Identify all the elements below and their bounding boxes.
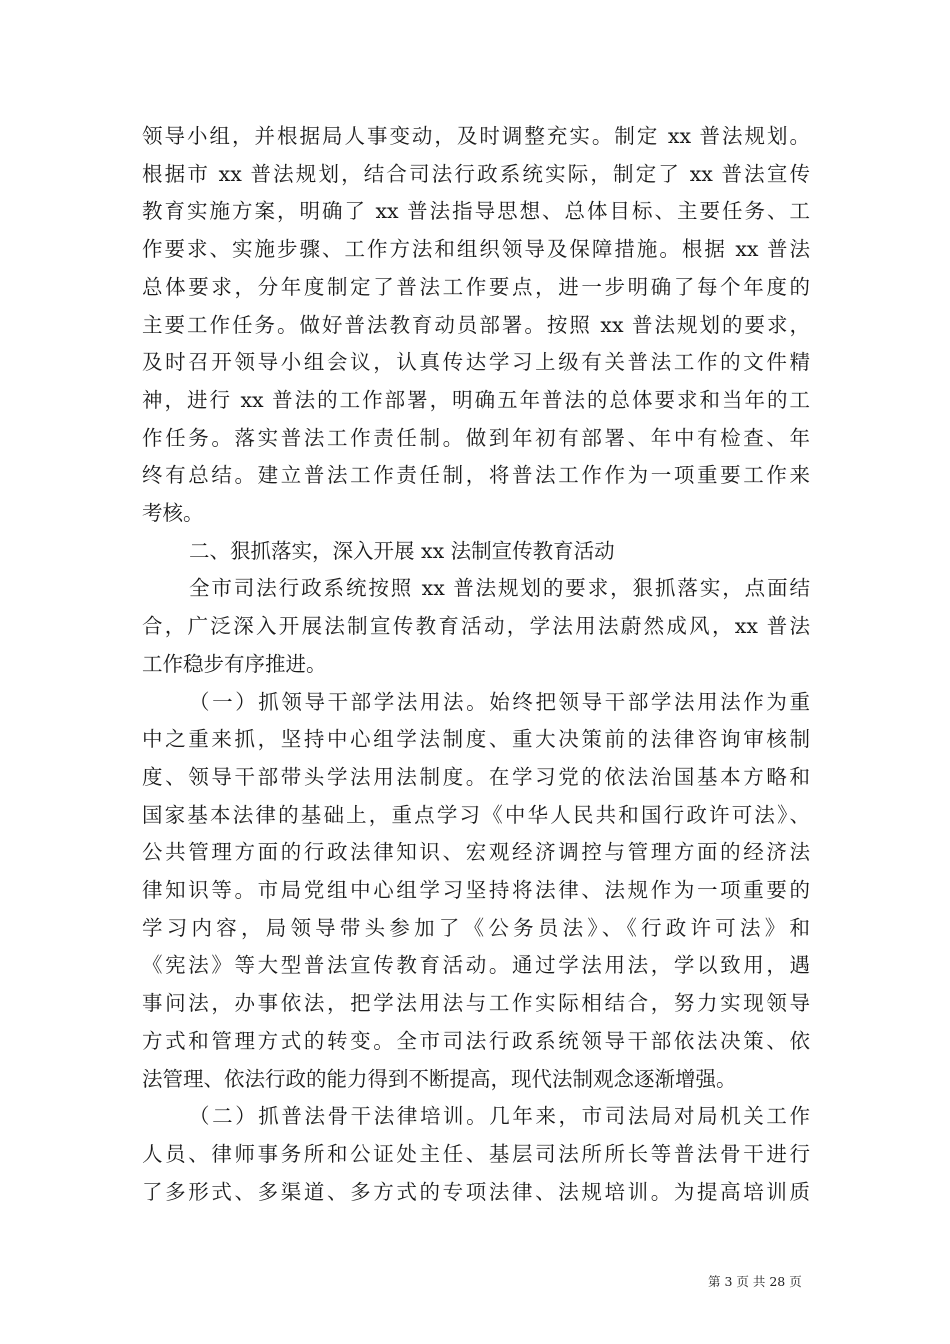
text-line: 全市司法行政系统按照 xx 普法规划的要求，狠抓落实，点面结	[189, 576, 810, 601]
text-line: 法管理、依法行政的能力得到不断提高，现代法制观念逐渐增强。	[142, 1066, 737, 1091]
text-line: 工作稳步有序推进。	[142, 651, 327, 676]
text-line: 终有总结。建立普法工作责任制，将普法工作作为一项重要工作来	[142, 463, 810, 488]
text-line: 教育实施方案，明确了 xx 普法指导思想、总体目标、主要任务、工	[142, 199, 810, 224]
text-line: 及时召开领导小组会议，认真传达学习上级有关普法工作的文件精	[142, 350, 810, 375]
text-line: （二）抓普法骨干法律培训。几年来，市司法局对局机关工作	[189, 1104, 810, 1129]
text-line: 了多形式、多渠道、多方式的专项法律、法规培训。为提高培训质	[142, 1179, 810, 1204]
text-line: 主要工作任务。做好普法教育动员部署。按照 xx 普法规划的要求，	[142, 312, 810, 337]
text-line: 学习内容，局领导带头参加了《公务员法》、《行政许可法》和	[142, 915, 810, 940]
page-number: 第 3 页 共 28 页	[708, 1274, 802, 1289]
text-line: 作要求、实施步骤、工作方法和组织领导及保障措施。根据 xx 普法	[142, 237, 810, 262]
text-line: 方式和管理方式的转变。全市司法行政系统领导干部依法决策、依	[142, 1028, 810, 1053]
text-line: 公共管理方面的行政法律知识、宏观经济调控与管理方面的经济法	[142, 840, 810, 865]
text-line: 根据市 xx 普法规划，结合司法行政系统实际，制定了 xx 普法宣传	[142, 161, 810, 186]
text-line: 作任务。落实普法工作责任制。做到年初有部署、年中有检查、年	[142, 425, 810, 450]
text-line: （一）抓领导干部学法用法。始终把领导干部学法用法作为重	[189, 689, 810, 714]
text-line: 中之重来抓，坚持中心组学法制度、重大决策前的法律咨询审核制	[142, 727, 810, 752]
text-line: 度、领导干部带头学法用法制度。在学习党的依法治国基本方略和	[142, 764, 810, 789]
text-line: 考核。	[142, 501, 204, 525]
text-line: 二、狠抓落实，深入开展 xx 法制宣传教育活动	[189, 538, 615, 563]
text-line: 人员、律师事务所和公证处主任、基层司法所所长等普法骨干进行	[142, 1141, 810, 1166]
text-line: 合，广泛深入开展法制宣传教育活动，学法用法蔚然成风，xx 普法	[142, 614, 810, 639]
text-line: 总体要求，分年度制定了普法工作要点，进一步明确了每个年度的	[142, 274, 810, 299]
text-line: 神，进行 xx 普法的工作部署，明确五年普法的总体要求和当年的工	[142, 387, 810, 412]
text-line: 《宪法》等大型普法宣传教育活动。通过学法用法，学以致用，遇	[142, 953, 810, 978]
text-line: 领导小组，并根据局人事变动，及时调整充实。制定 xx 普法规划。	[142, 124, 810, 148]
text-line: 律知识等。市局党组中心组学习坚持将法律、法规作为一项重要的	[142, 878, 810, 902]
text-line: 国家基本法律的基础上，重点学习《中华人民共和国行政许可法》、	[142, 802, 810, 827]
text-line: 事问法，办事依法，把学法用法与工作实际相结合，努力实现领导	[142, 991, 810, 1016]
